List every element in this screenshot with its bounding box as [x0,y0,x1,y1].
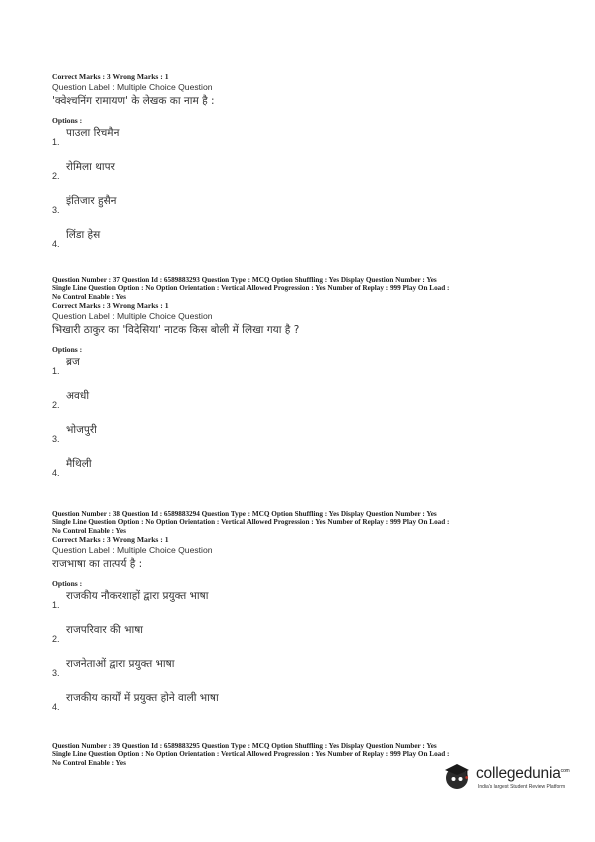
option-text: मैथिली [66,458,92,471]
question-meta-line: Single Line Question Option : No Option Orientation : Vertical Allowed Progression : Yes Number of Replay : 999 Play On Load : [52,750,450,759]
option-4[interactable] [52,691,552,725]
question-block-38 [52,510,552,725]
option-number: 1. [52,600,60,611]
option-number: 1. [52,366,60,377]
option-text: इंतिजार हुसैन [66,195,117,207]
question-meta-line: No Control Enable : Yes [52,758,126,767]
options-heading: Options : [52,579,83,589]
question-text: 'क्वेश्चनिंग रामायण' के लेखक का नाम है : [52,95,215,107]
option-number: 3. [52,205,60,215]
marks-line: Correct Marks : 3 Wrong Marks : 1 [52,535,169,545]
option-text: अवधी [66,390,90,403]
option-4[interactable] [52,228,552,262]
option-4[interactable] [52,457,552,491]
question-meta-line: Single Line Question Option : No Option Orientation : Vertical Allowed Progression : Yes Number of Replay : 999 Play On Load : [52,284,450,293]
option-text: भोजपुरी [66,424,97,437]
option-text: राजकीय कार्यों में प्रयुक्त होने वाली भाषा [66,692,219,705]
question-meta-line: Question Number : 38 Question Id : 6589883294 Question Type : MCQ Option Shuffling : Yes Display Question Number : Yes [52,510,437,518]
question-text: भिखारी ठाकुर का 'विदेसिया' नाटक किस बोली में लिखा गया है ? [52,324,300,337]
option-number: 2. [52,634,60,645]
option-1[interactable] [52,589,552,623]
option-text: लिंडा हेस [66,229,101,241]
option-number: 4. [52,239,60,249]
options-heading: Options : [52,345,83,355]
marks-line: Correct Marks : 3 Wrong Marks : 1 [52,72,169,81]
option-1[interactable] [52,126,552,160]
option-text: राजपरिवार की भाषा [66,624,143,637]
option-number: 3. [52,668,60,679]
option-text: पाउला रिचमैन [66,127,120,139]
option-3[interactable] [52,423,552,457]
question-text: राजभाषा का तात्पर्य है : [52,558,143,571]
question-meta-line: Question Number : 37 Question Id : 6589883293 Question Type : MCQ Option Shuffling : Yes Display Question Number : Yes [52,276,437,284]
logo-tagline: India's largest Student Review Platform [478,784,566,790]
option-2[interactable] [52,389,552,423]
option-number: 2. [52,171,60,181]
question-meta-line: Question Number : 39 Question Id : 6589883295 Question Type : MCQ Option Shuffling : Yes Display Question Number : Yes [52,742,437,750]
question-meta-line: No Control Enable : Yes [52,292,126,301]
question-block-37 [52,276,552,491]
question-block-36 [52,72,552,262]
option-number: 1. [52,137,60,147]
option-number: 4. [52,702,60,713]
logo-name: collegedunia [476,765,561,782]
option-number: 3. [52,434,60,445]
option-number: 4. [52,468,60,479]
option-text: राजनेताओं द्वारा प्रयुक्त भाषा [66,658,175,671]
option-3[interactable] [52,194,552,228]
graduate-cap-icon [442,761,472,791]
question-label: Question Label : Multiple Choice Question [52,545,213,556]
option-3[interactable] [52,657,552,691]
question-meta-line: Single Line Question Option : No Option Orientation : Vertical Allowed Progression : Yes Number of Replay : 999 Play On Load : [52,518,450,527]
question-label: Question Label : Multiple Choice Question [52,311,213,322]
option-text: ब्रज [66,356,80,369]
question-label: Question Label : Multiple Choice Question [52,82,213,92]
option-1[interactable] [52,355,552,389]
option-2[interactable] [52,623,552,657]
option-text: रोमिला थापर [66,161,115,173]
options-heading: Options : [52,116,83,125]
option-2[interactable] [52,160,552,194]
question-meta-line: No Control Enable : Yes [52,526,126,535]
logo-wordmark [476,765,570,783]
option-text: राजकीय नौकरशाहों द्वारा प्रयुक्त भाषा [66,590,209,603]
marks-line: Correct Marks : 3 Wrong Marks : 1 [52,301,169,311]
logo-suffix: com [560,767,570,774]
collegedunia-logo [442,761,582,801]
option-number: 2. [52,400,60,411]
